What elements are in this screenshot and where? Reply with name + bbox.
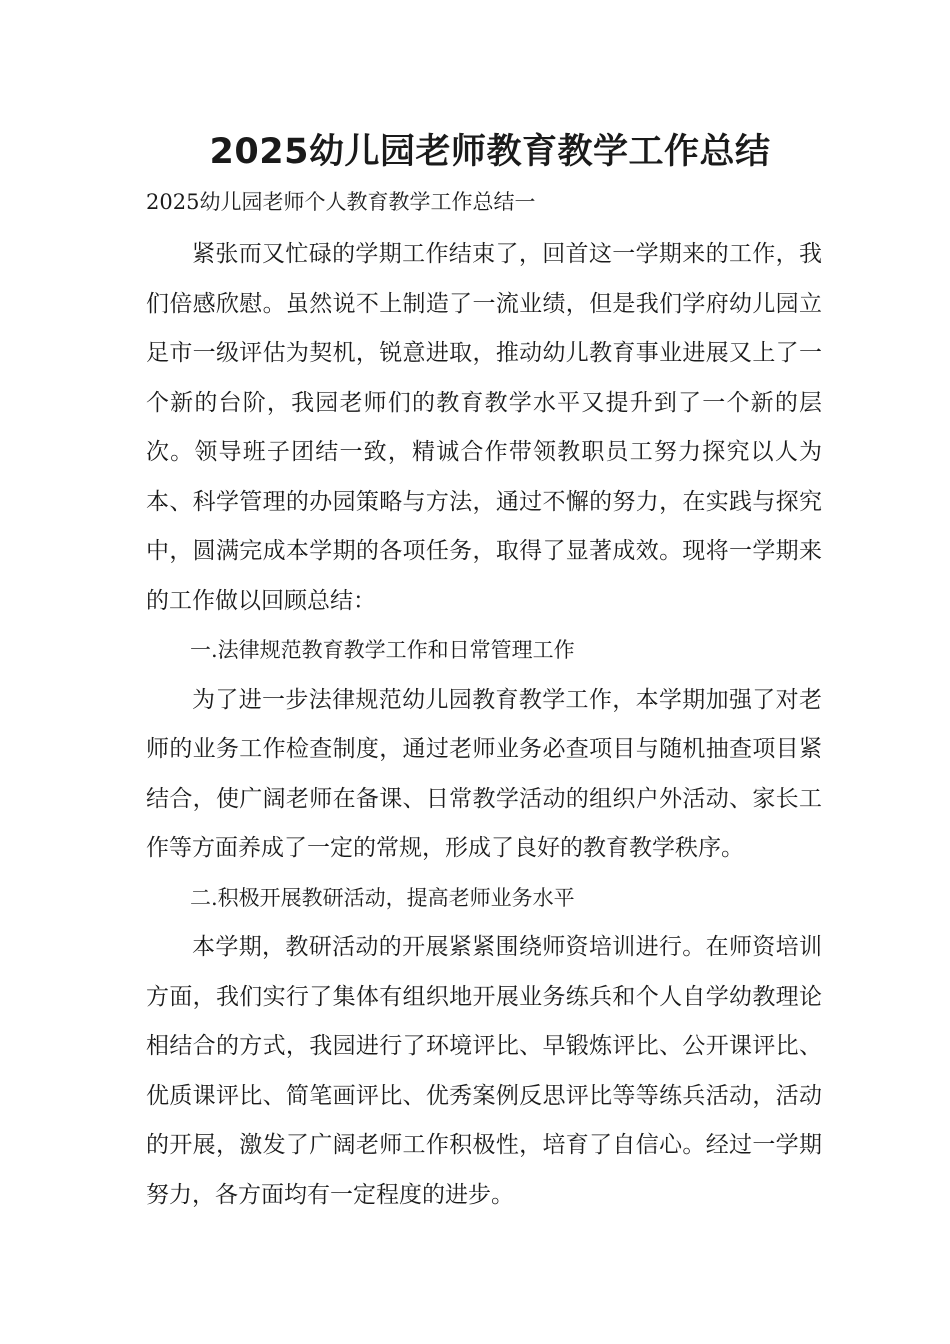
document-subtitle: 2025幼儿园老师个人教育教学工作总结一 — [146, 190, 536, 214]
section-heading-1: 一.法律规范教育教学工作和日常管理工作 — [190, 638, 575, 662]
paragraph-section-1: 为了进一步法律规范幼儿园教育教学工作，本学期加强了对老师的业务工作检查制度，通过老师业务必查项目与随机抽查项目紧结合，使广阔老师在备课、日常教学活动的组织户外活动、家长工作等方面养成了一定的常规，形成了良好的教育教学秩序。 — [146, 686, 822, 861]
document-title: 2025幼儿园老师教育教学工作总结 — [209, 132, 771, 172]
section-heading-2: 二.积极开展教研活动，提高老师业务水平 — [190, 885, 575, 910]
paragraph-section-2: 本学期，教研活动的开展紧紧围绕师资培训进行。在师资培训方面，我们实行了集体有组织地开展业务练兵和个人自学幼教理论相结合的方式，我园进行了环境评比、早锻炼评比、公开课评比、优质课评比、简笔画评比、优秀案例反思评比等等练兵活动，活动的开展，激发了广阔老师工作积极性，培育了自信心。经过一学期努力，各方面均有一定程度的进步。 — [146, 934, 822, 1208]
paragraph-intro: 紧张而又忙碌的学期工作结束了，回首这一学期来的工作，我们倍感欣慰。虽然说不上制造了一流业绩，但是我们学府幼儿园立足市一级评估为契机，锐意进取，推动幼儿教育事业进展又上了一个新的台阶，我园老师们的教育教学水平又提升到了一个新的层次。领导班子团结一致，精诚合作带领教职员工努力探究以人为本、科学管理的办园策略与方法，通过不懈的努力，在实践与探究中，圆满完成本学期的各项任务，取得了显著成效。现将一学期来的工作做以回顾总结： — [146, 241, 822, 614]
